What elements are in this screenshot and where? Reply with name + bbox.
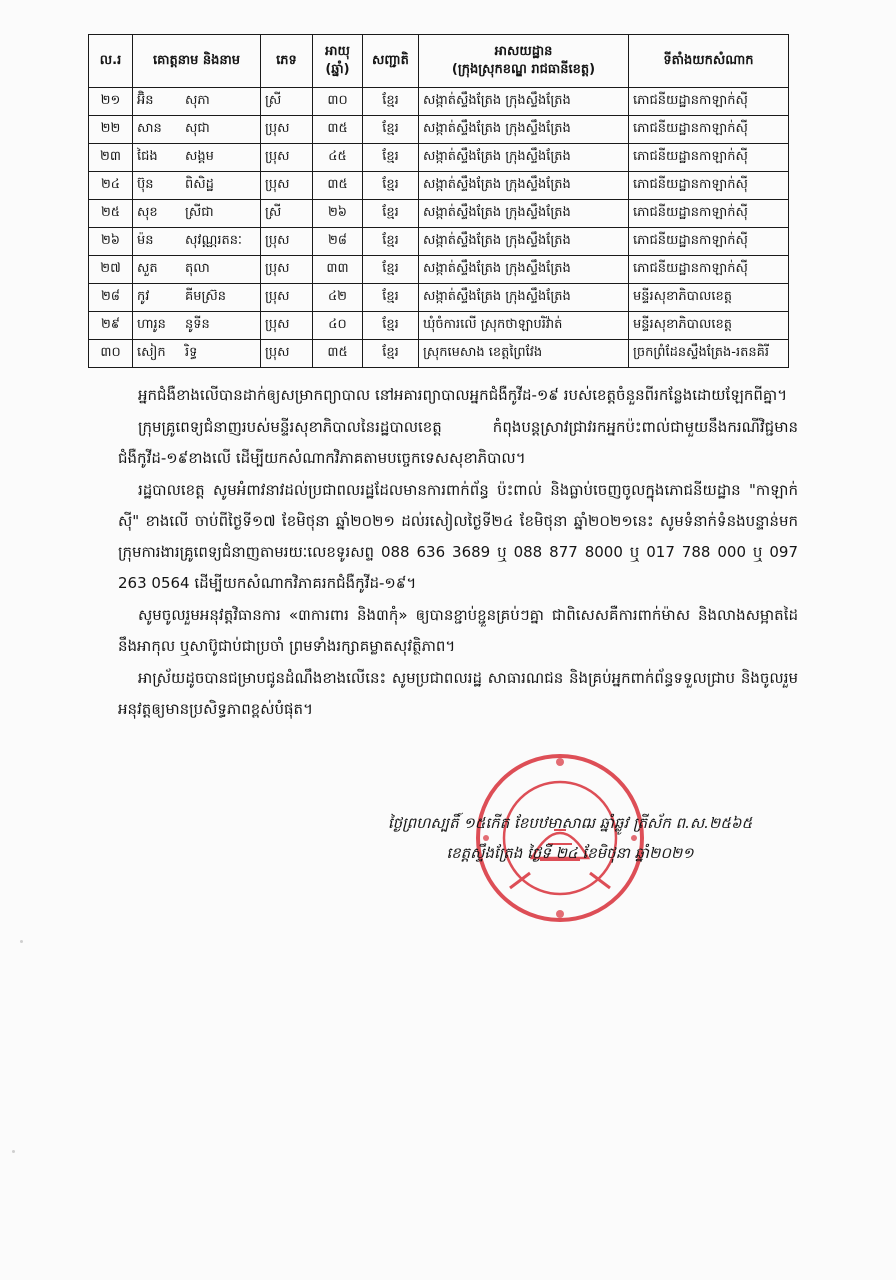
paragraph-1: អ្នកជំងឺខាងលើបានដាក់ឲ្យសម្រាកព្យាបាល នៅអគារព្យាបាលអ្នកជំងឺកូវីដ-១៩ របស់ខេត្តចំនួនពីរកន្លែងដោយឡែកពីគ្នា។ [138, 386, 788, 404]
cell-name [133, 200, 261, 228]
header-age [313, 35, 363, 88]
paragraph-5: អាស្រ័យដូចបានជម្រាបជូនដំណឹងខាងលើនេះ សូមប្រជាពលរដ្ឋ សាធារណជន និងគ្រប់អ្នកពាក់ព័ន្ធទទួលជ្រាប និងចូលរួមអនុវត្តឲ្យមានប្រសិទ្ធភាពខ្ពស់បំផុត។ [118, 669, 798, 718]
cell-first-name: នូទីន [185, 317, 210, 332]
table-row [89, 284, 789, 312]
cell-nationality: ខ្មែរ [363, 172, 419, 200]
body-text [118, 380, 798, 726]
cell-age: ៤២ [313, 284, 363, 312]
cell-no: ២៧ [89, 256, 133, 284]
cell-first-name: សុជា [185, 121, 210, 136]
table-row [89, 340, 789, 368]
cell-first-name: គីមស្រ៊ន [185, 289, 227, 304]
date-block [330, 808, 810, 868]
cell-first-name: ស្រីជា [185, 205, 214, 220]
cell-first-name: សុភា [185, 93, 210, 108]
cell-first-name: តុលា [185, 261, 210, 276]
cell-no: ២៨ [89, 284, 133, 312]
cell-name [133, 312, 261, 340]
scan-speck [20, 940, 23, 943]
header-no: ល.រ [89, 35, 133, 88]
cell-no: ២៦ [89, 228, 133, 256]
cell-no: ២៩ [89, 312, 133, 340]
cell-name [133, 172, 261, 200]
cell-no: ២៤ [89, 172, 133, 200]
cell-nationality: ខ្មែរ [363, 200, 419, 228]
cell-name [133, 88, 261, 116]
cell-age: ៣៥ [313, 172, 363, 200]
cell-address: ស្រុកមេសាង ខេត្តព្រៃវែង [419, 340, 629, 368]
cell-sex: ប្រុស [261, 172, 313, 200]
header-sex: ភេទ [261, 35, 313, 88]
cell-last-name: អ៊ិន [137, 93, 154, 108]
cell-location: ភោជនីយដ្ឋានកាឡាក់ស៊ី [629, 200, 789, 228]
cell-first-name: ពិសិដ្ឋ [185, 177, 214, 192]
cell-last-name: ប៊ុន [137, 177, 154, 192]
cell-age: ២៦ [313, 200, 363, 228]
cell-sex: ស្រី [261, 200, 313, 228]
cell-age: ៣០ [313, 88, 363, 116]
cell-age: ៣៥ [313, 116, 363, 144]
cell-sex: ប្រុស [261, 284, 313, 312]
header-age-line1: អាយុ [325, 44, 350, 59]
cell-age: ៣៥ [313, 340, 363, 368]
cell-no: ២២ [89, 116, 133, 144]
lunar-date: ថ្ងៃព្រហស្បតិ៍ ១៥កើត ខែបឋមាសាឍ ឆ្នាំឆ្លូវ ត្រីស័ក ព.ស.២៥៦៥ [387, 814, 753, 832]
header-age-line2: (ឆ្នាំ) [325, 62, 350, 77]
cell-name [133, 116, 261, 144]
cell-sex: ប្រុស [261, 256, 313, 284]
cell-nationality: ខ្មែរ [363, 144, 419, 172]
cell-location: មន្ទីរសុខាភិបាលខេត្ត [629, 284, 789, 312]
cell-location: ភោជនីយដ្ឋានកាឡាក់ស៊ី [629, 228, 789, 256]
header-address-line1: អាសយដ្ឋាន [494, 44, 553, 59]
header-nationality: សញ្ជាតិ [363, 35, 419, 88]
header-address [419, 35, 629, 88]
cell-nationality: ខ្មែរ [363, 116, 419, 144]
cell-nationality: ខ្មែរ [363, 340, 419, 368]
solar-date: ខេត្តស្ទឹងត្រែង ថ្ងៃទី ២៤ ខែមិថុនា ឆ្នាំ២០២១ [446, 844, 694, 862]
scan-speck [12, 1150, 15, 1153]
table-row [89, 200, 789, 228]
paragraph-3: រដ្ឋបាលខេត្ត សូមអំពាវនាវដល់ប្រជាពលរដ្ឋដែលមានការពាក់ព័ន្ធ ប៉ះពាល់ និងធ្លាប់ចេញចូលក្នុងភោជនីយដ្ឋាន "កាឡាក់ស៊ី" ខាងលើ ចាប់ពីថ្ងៃទី១៧ ខែមិថុនា ឆ្នាំ២០២១ ដល់រសៀលថ្ងៃទី២៤ ខែមិថុនា ឆ្នាំ២០២១នេះ សូមទំនាក់ទំនងបន្ទាន់មកក្រុមការងារគ្រូពេទ្យជំនាញតាមរយៈលេខទូរសព្ទ 088 636 3689 ឬ 088 877 8000 ឬ 017 788 000 ឬ 097 263 0564 ដើម្បីយកសំណាកវិភាគរកជំងឺកូវីដ-១៩។ [118, 481, 798, 592]
cell-last-name: សៀក [137, 345, 166, 360]
cell-age: ៣៣ [313, 256, 363, 284]
cell-address: សង្កាត់ស្ទឹងត្រែង ក្រុងស្ទឹងត្រែង [419, 256, 629, 284]
header-location: ទីតាំងយកសំណាក [629, 35, 789, 88]
cell-age: ២៨ [313, 228, 363, 256]
header-name: គោត្តនាម និងនាម [133, 35, 261, 88]
cell-no: ២៣ [89, 144, 133, 172]
cell-no: ២៥ [89, 200, 133, 228]
table-row [89, 116, 789, 144]
cell-no: ២១ [89, 88, 133, 116]
cell-sex: ប្រុស [261, 228, 313, 256]
cell-sex: ប្រុស [261, 116, 313, 144]
cell-sex: ប្រុស [261, 340, 313, 368]
table-row [89, 144, 789, 172]
cell-address: សង្កាត់ស្ទឹងត្រែង ក្រុងស្ទឹងត្រែង [419, 228, 629, 256]
cell-name [133, 284, 261, 312]
table-body [89, 88, 789, 368]
cell-last-name: ម៉ន [137, 233, 154, 248]
cell-address: សង្កាត់ស្ទឹងត្រែង ក្រុងស្ទឹងត្រែង [419, 172, 629, 200]
cell-address: សង្កាត់ស្ទឹងត្រែង ក្រុងស្ទឹងត្រែង [419, 116, 629, 144]
table-row [89, 172, 789, 200]
header-address-line2: (ក្រុងស្រុកខណ្ឌ រាជធានីខេត្ត) [451, 62, 596, 77]
table-row [89, 312, 789, 340]
cell-last-name: កូវ [137, 289, 150, 304]
cell-age: ៤០ [313, 312, 363, 340]
table-row [89, 88, 789, 116]
cell-first-name: សង្គម [185, 149, 214, 164]
cell-name [133, 256, 261, 284]
cell-address: សង្កាត់ស្ទឹងត្រែង ក្រុងស្ទឹងត្រែង [419, 88, 629, 116]
cell-sex: ស្រី [261, 88, 313, 116]
cell-address: សង្កាត់ស្ទឹងត្រែង ក្រុងស្ទឹងត្រែង [419, 144, 629, 172]
cell-location: ច្រកព្រំដែនស្ទឹងត្រែង-រតនគិរី [629, 340, 789, 368]
cell-age: ៤៥ [313, 144, 363, 172]
table-row [89, 228, 789, 256]
table-header-row [89, 35, 789, 88]
cell-last-name: សួត [137, 261, 158, 276]
cell-location: ភោជនីយដ្ឋានកាឡាក់ស៊ី [629, 172, 789, 200]
cell-address: សង្កាត់ស្ទឹងត្រែង ក្រុងស្ទឹងត្រែង [419, 200, 629, 228]
cell-last-name: ហារូន [137, 317, 166, 332]
cell-sex: ប្រុស [261, 144, 313, 172]
cell-first-name: សុវណ្ណរតនៈ [185, 233, 242, 248]
cell-last-name: សាន [137, 121, 162, 136]
cell-name [133, 144, 261, 172]
paragraph-2: ក្រុមគ្រូពេទ្យជំនាញរបស់មន្ទីរសុខាភិបាលនៃរដ្ឋបាលខេត្ត កំពុងបន្តស្រាវជ្រាវរកអ្នកប៉ះពាល់ជាមួយនឹងករណីវិជ្ជមានជំងឺកូវីដ-១៩ខាងលើ ដើម្បីយកសំណាកវិភាគតាមបច្ចេកទេសសុខាភិបាល។ [118, 418, 798, 467]
patient-table [88, 34, 789, 368]
paragraph-4: សូមចូលរួមអនុវត្តវិធានការ «៣ការពារ និង៣កុំ» ឲ្យបានខ្ជាប់ខ្ជួនគ្រប់ៗគ្នា ជាពិសេសគឺការពាក់ម៉ាស និងលាងសម្អាតដៃនឹងអាកុល ឬសាប៊ូជាប់ជាប្រចាំ ព្រមទាំងរក្សាគម្លាតសុវត្ថិភាព។ [118, 606, 798, 655]
cell-address: សង្កាត់ស្ទឹងត្រែង ក្រុងស្ទឹងត្រែង [419, 284, 629, 312]
cell-location: ភោជនីយដ្ឋានកាឡាក់ស៊ី [629, 116, 789, 144]
cell-no: ៣០ [89, 340, 133, 368]
cell-name [133, 340, 261, 368]
cell-nationality: ខ្មែរ [363, 88, 419, 116]
cell-nationality: ខ្មែរ [363, 228, 419, 256]
cell-location: ភោជនីយដ្ឋានកាឡាក់ស៊ី [629, 144, 789, 172]
cell-first-name: រិទ្ធ [185, 345, 198, 360]
table-row [89, 256, 789, 284]
cell-last-name: ជៃង [137, 149, 158, 164]
cell-name [133, 228, 261, 256]
cell-location: ភោជនីយដ្ឋានកាឡាក់ស៊ី [629, 256, 789, 284]
cell-location: ភោជនីយដ្ឋានកាឡាក់ស៊ី [629, 88, 789, 116]
cell-address: ឃុំចំការលើ ស្រុកថាឡាបរិវ៉ាត់ [419, 312, 629, 340]
cell-sex: ប្រុស [261, 312, 313, 340]
cell-last-name: សុខ [137, 205, 158, 220]
cell-nationality: ខ្មែរ [363, 284, 419, 312]
cell-nationality: ខ្មែរ [363, 256, 419, 284]
cell-location: មន្ទីរសុខាភិបាលខេត្ត [629, 312, 789, 340]
cell-nationality: ខ្មែរ [363, 312, 419, 340]
